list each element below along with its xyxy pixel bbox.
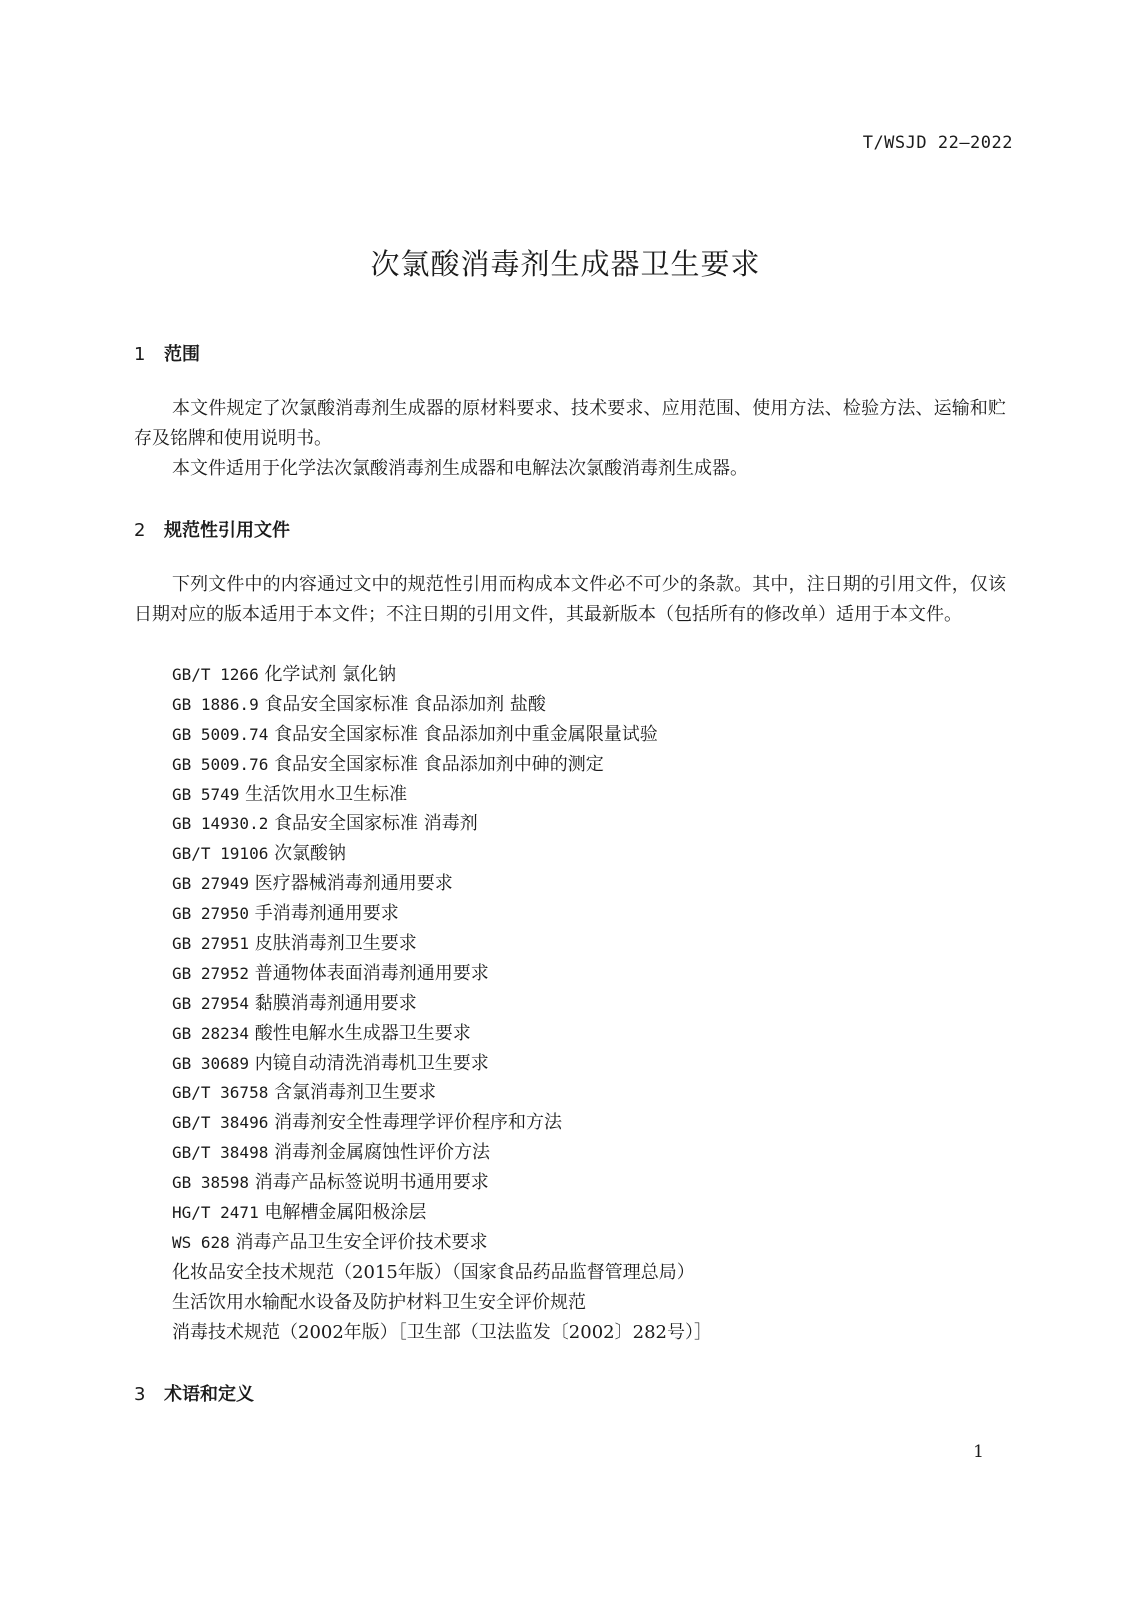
reference-item: HG/T 2471 电解槽金属阳极涂层 — [172, 1202, 427, 1224]
reference-item: GB/T 36758 含氯消毒剂卫生要求 — [172, 1082, 437, 1104]
reference-item: GB 27950 手消毒剂通用要求 — [172, 903, 399, 925]
reference-item: 化妆品安全技术规范（2015年版）（国家食品药品监督管理总局） — [172, 1261, 695, 1283]
reference-list — [172, 660, 712, 1347]
reference-item: GB 27949 医疗器械消毒剂通用要求 — [172, 873, 453, 895]
section-1-heading — [134, 340, 200, 366]
reference-item: GB 27952 普通物体表面消毒剂通用要求 — [172, 962, 489, 984]
reference-item: GB/T 38498 消毒剂金属腐蚀性评价方法 — [172, 1142, 491, 1164]
section-title: 范围 — [164, 344, 200, 365]
section-3-heading — [134, 1380, 254, 1406]
reference-item: GB 14930.2 食品安全国家标准 消毒剂 — [172, 813, 478, 835]
scope-paragraph-2: 本文件适用于化学法次氯酸消毒剂生成器和电解法次氯酸消毒剂生成器。 — [172, 458, 748, 479]
reference-item: GB 27954 黏膜消毒剂通用要求 — [172, 992, 417, 1014]
section-2-heading — [134, 516, 290, 542]
reference-item: GB 28234 酸性电解水生成器卫生要求 — [172, 1022, 471, 1044]
document-title: 次氯酸消毒剂生成器卫生要求 — [370, 247, 761, 281]
reference-item: GB 1886.9 食品安全国家标准 食品添加剂 盐酸 — [172, 693, 546, 715]
reference-item: GB 5009.76 食品安全国家标准 食品添加剂中砷的测定 — [172, 753, 604, 775]
section-title: 术语和定义 — [164, 1384, 254, 1405]
reference-item: 消毒技术规范（2002年版）［卫生部（卫法监发〔2002〕282号）］ — [172, 1321, 712, 1343]
reference-item: GB 5749 生活饮用水卫生标准 — [172, 783, 408, 805]
reference-item: GB/T 1266 化学试剂 氯化钠 — [172, 664, 397, 685]
normative-intro: 下列文件中的内容通过文中的规范性引用而构成本文件必不可少的条款。其中，注日期的引用文件，仅该日期对应的版本适用于本文件；不注日期的引用文件，其最新版本（包括所有的修改单）适用于本文件。 — [134, 574, 1006, 625]
reference-item: GB 27951 皮肤消毒剂卫生要求 — [172, 933, 417, 955]
reference-item: GB 5009.74 食品安全国家标准 食品添加剂中重金属限量试验 — [172, 723, 658, 745]
reference-item: GB 38598 消毒产品标签说明书通用要求 — [172, 1172, 489, 1194]
section-number: 2 — [134, 520, 146, 541]
reference-item: GB/T 38496 消毒剂安全性毒理学评价程序和方法 — [172, 1112, 563, 1134]
reference-item: GB 30689 内镜自动清洗消毒机卫生要求 — [172, 1052, 489, 1074]
reference-item: GB/T 19106 次氯酸钠 — [172, 843, 347, 865]
reference-item: 生活饮用水输配水设备及防护材料卫生安全评价规范 — [172, 1291, 586, 1313]
reference-item: WS 628 消毒产品卫生安全评价技术要求 — [172, 1231, 488, 1253]
page-number: 1 — [973, 1442, 984, 1462]
section-title: 规范性引用文件 — [164, 520, 290, 541]
section-number: 1 — [134, 344, 146, 365]
scope-paragraph-1: 本文件规定了次氯酸消毒剂生成器的原材料要求、技术要求、应用范围、使用方法、检验方法、运输和贮存及铭牌和使用说明书。 — [134, 398, 1006, 449]
standard-code: T/WSJD 22—2022 — [862, 133, 1013, 153]
section-number: 3 — [134, 1384, 146, 1405]
